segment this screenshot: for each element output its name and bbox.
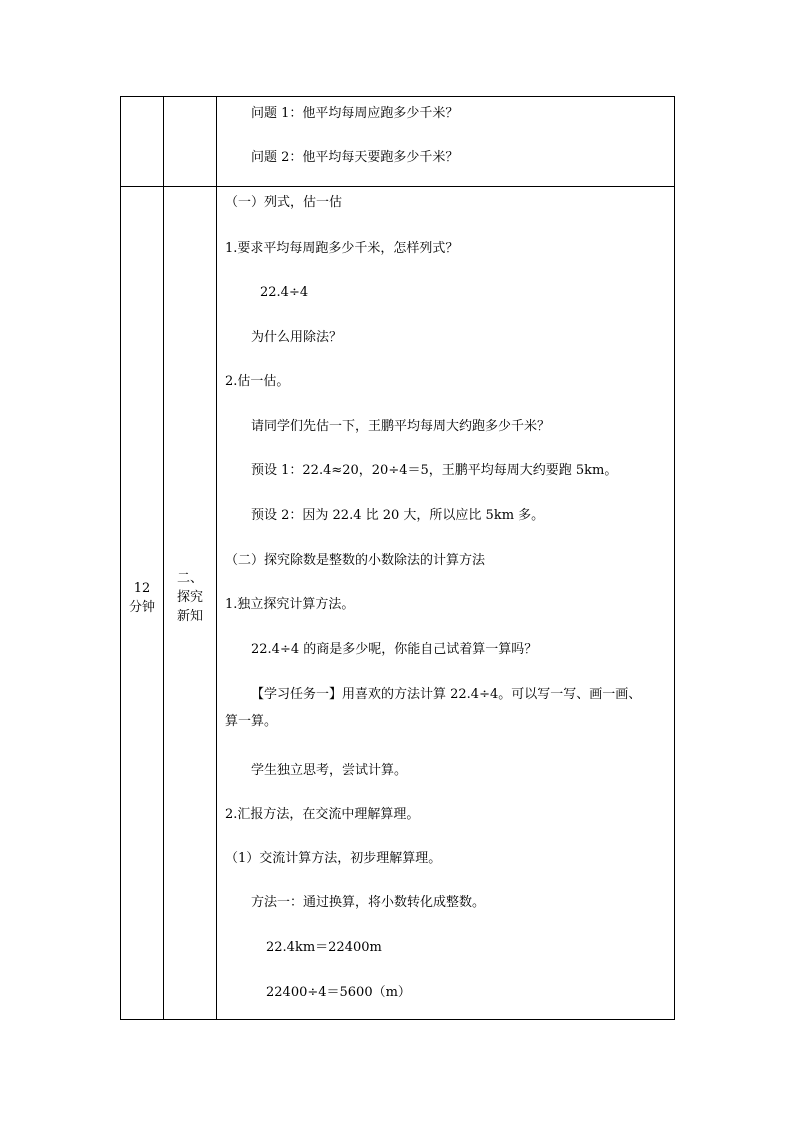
conversion: 22.4km＝22400m (266, 940, 382, 955)
stage-number: 二、 (176, 571, 203, 586)
step-1: 1.要求平均每周跑多少千米，怎样列式？ (225, 241, 459, 256)
preset-1: 预设 1：22.4≈20，20÷4＝5，王鹏平均每周大约要跑 5km。 (251, 463, 618, 478)
learning-task-1-cont: 算一算。 (225, 714, 278, 729)
time-value: 12 (133, 581, 151, 596)
question-1: 问题 1：他平均每周应跑多少千米？ (251, 106, 459, 121)
section-heading-1: （一）列式，估一估 (225, 195, 343, 210)
lesson-plan-table (120, 96, 675, 1020)
step-report: 2.汇报方法，在交流中理解算理。 (225, 807, 420, 822)
learning-task-1: 【学习任务一】用喜欢的方法计算 22.4÷4。可以写一写、画一画、 (251, 687, 642, 702)
stage-title-1: 探究 (176, 590, 203, 605)
time-cell (121, 579, 163, 617)
question-2: 问题 2：他平均每天要跑多少千米？ (251, 150, 459, 165)
why-division: 为什么用除法？ (251, 330, 343, 345)
sub-step-1: （1）交流计算方法，初步理解算理。 (225, 851, 442, 866)
method-1: 方法一：通过换算，将小数转化成整数。 (251, 895, 486, 910)
quotient-question: 22.4÷4 的商是多少呢，你能自己试着算一算吗？ (251, 642, 538, 657)
stage-title-2: 新知 (176, 609, 203, 624)
calculation: 22400÷4＝5600（m） (266, 985, 411, 1000)
section-heading-2: （二）探究除数是整数的小数除法的计算方法 (225, 553, 486, 568)
column-divider-1 (163, 97, 164, 1019)
expression: 22.4÷4 (260, 285, 309, 300)
estimate-prompt: 请同学们先估一下，王鹏平均每周大约跑多少千米？ (251, 419, 551, 434)
column-divider-2 (216, 97, 217, 1019)
preset-2: 预设 2：因为 22.4 比 20 大，所以应比 5km 多。 (251, 508, 545, 523)
row-divider (121, 186, 674, 187)
time-unit: 分钟 (128, 600, 155, 615)
student-activity: 学生独立思考，尝试计算。 (251, 763, 408, 778)
step-explore: 1.独立探究计算方法。 (225, 597, 355, 612)
step-2: 2.估一估。 (225, 374, 290, 389)
stage-cell (164, 569, 216, 626)
